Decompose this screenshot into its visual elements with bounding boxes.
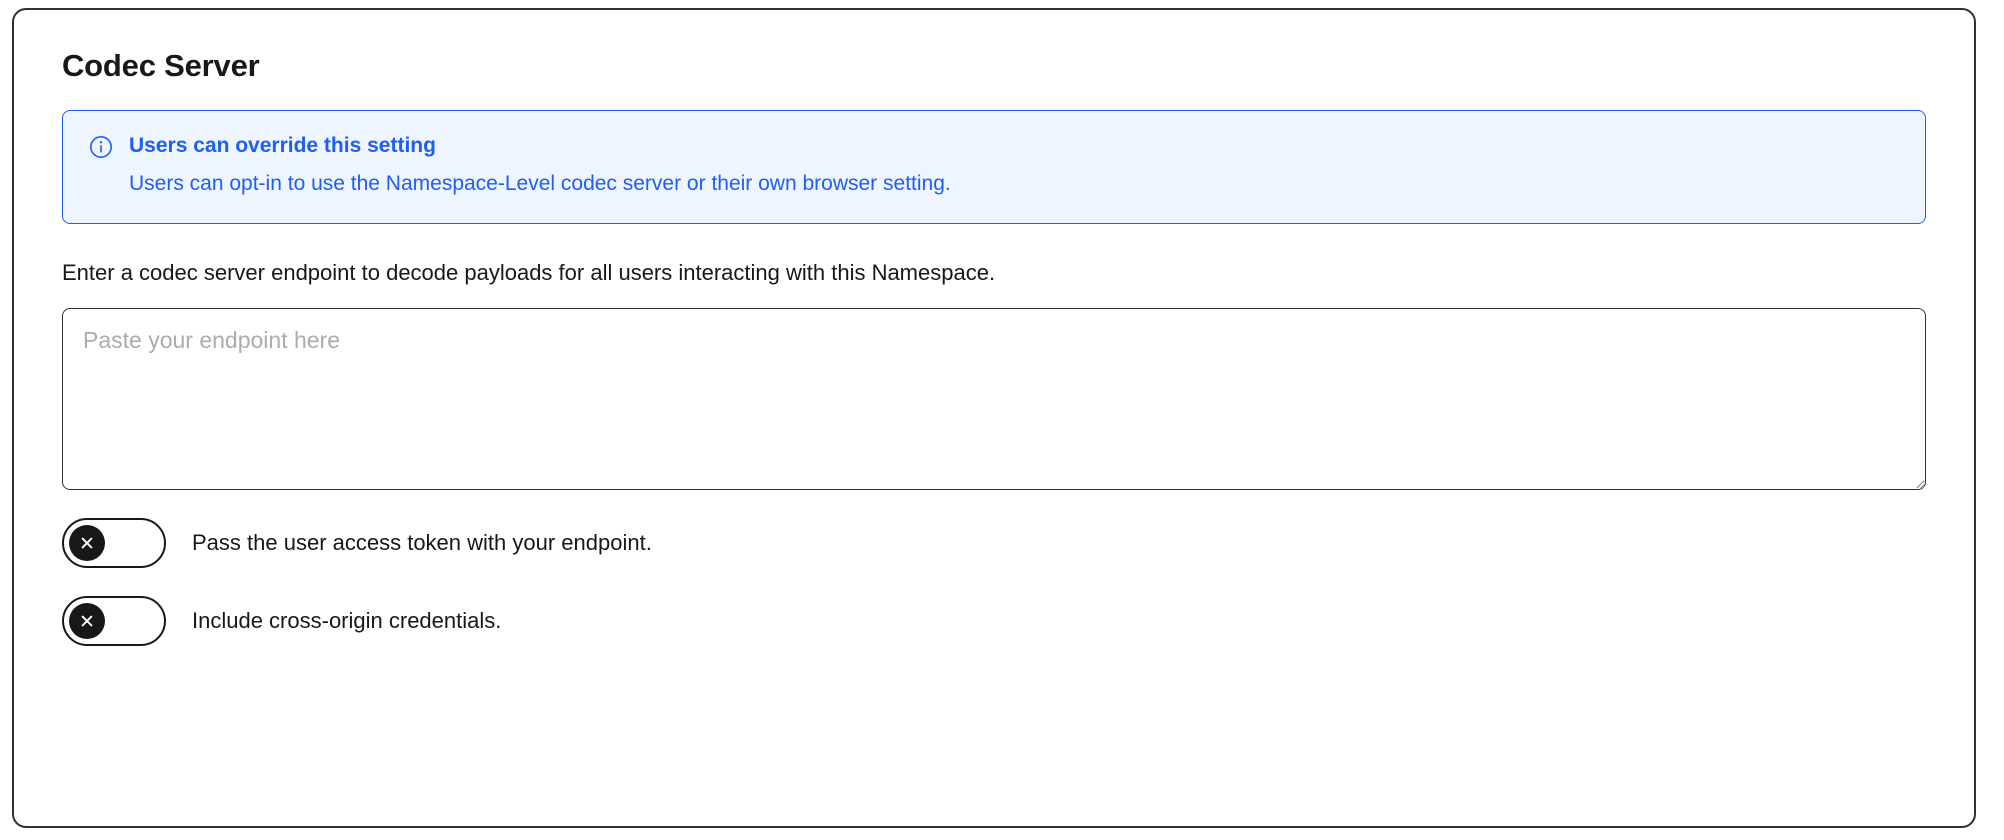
codec-endpoint-input[interactable] bbox=[62, 308, 1926, 490]
x-icon bbox=[69, 603, 105, 639]
x-icon bbox=[69, 525, 105, 561]
description-text: Enter a codec server endpoint to decode payloads for all users interacting with this Namespace. bbox=[62, 260, 996, 286]
pass-access-token-toggle[interactable] bbox=[62, 518, 166, 568]
toggle-row-access-token bbox=[62, 518, 1926, 568]
toggle-row-cross-origin bbox=[62, 596, 1926, 646]
pass-access-token-label: Pass the user access token with your endpoint. bbox=[192, 530, 652, 556]
info-circle-icon bbox=[89, 135, 113, 159]
notice-text: Users can opt-in to use the Namespace-Level codec server or their own browser setting. bbox=[129, 172, 951, 196]
include-cross-origin-credentials-label: Include cross-origin credentials. bbox=[192, 608, 502, 634]
override-notice bbox=[62, 110, 1926, 224]
notice-title: Users can override this setting bbox=[129, 134, 436, 157]
codec-server-panel bbox=[12, 8, 1976, 828]
page-title: Codec Server bbox=[62, 48, 260, 83]
include-cross-origin-credentials-toggle[interactable] bbox=[62, 596, 166, 646]
